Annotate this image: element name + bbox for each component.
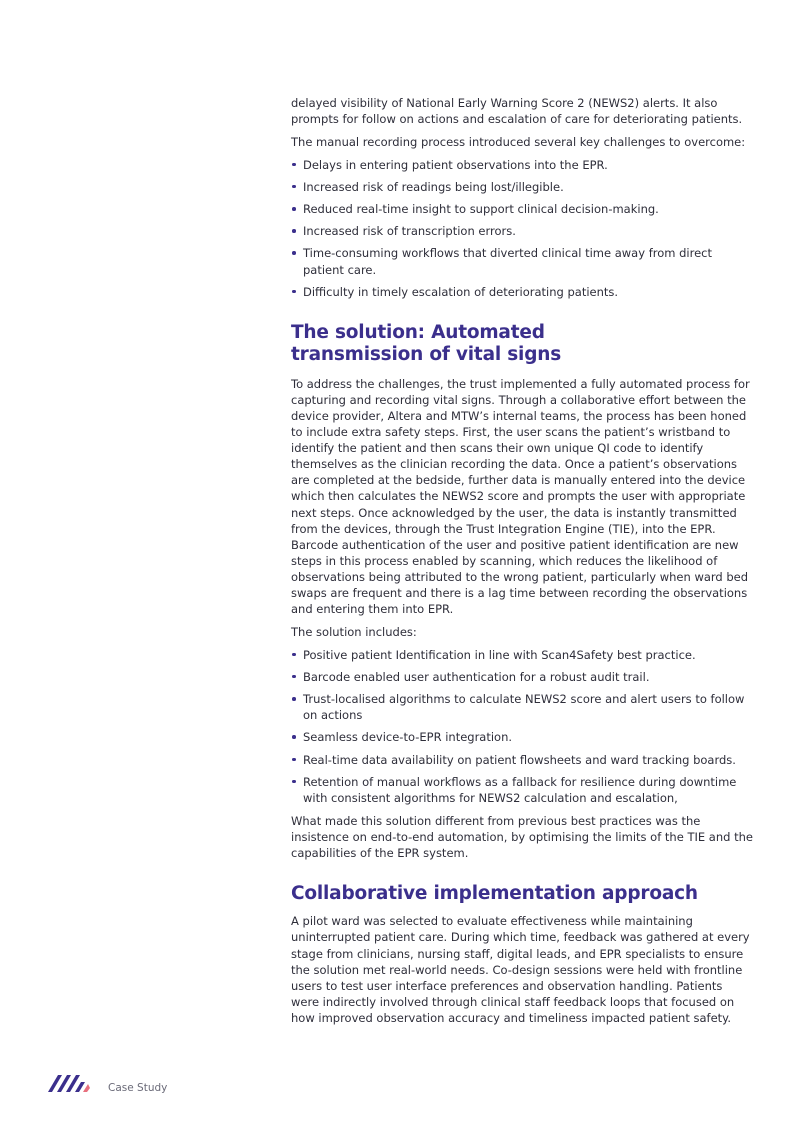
includes-list — [291, 647, 753, 806]
list-item: Time-consuming workflows that diverted clinical time away from direct patient care. — [291, 245, 753, 277]
list-item: Barcode enabled user authentication for a robust audit trail. — [291, 669, 753, 685]
list-item: Reduced real-time insight to support clinical decision-making. — [291, 201, 753, 217]
challenges-list — [291, 157, 753, 300]
collaborative-heading: Collaborative implementation approach — [291, 882, 698, 904]
challenges-lead: The manual recording process introduced several key challenges to overcome: — [291, 134, 746, 149]
list-item: Increased risk of transcription errors. — [291, 223, 753, 239]
solution-heading — [291, 322, 753, 367]
solution-closing: What made this solution different from previous best practices was the insistence on end-to-end automation, by optimising the limits of the TIE and the capabilities of the EPR system. — [291, 813, 753, 860]
list-item: Difficulty in timely escalation of deteriorating patients. — [291, 284, 753, 300]
list-item: Seamless device-to-EPR integration. — [291, 729, 753, 745]
solution-heading-line1: The solution: Automated — [291, 321, 545, 343]
list-item: Retention of manual workflows as a fallback for resilience during downtime with consistent algorithms for NEWS2 calculation and escalation, — [291, 774, 753, 806]
footer-label: Case Study — [108, 1082, 168, 1094]
list-item: Increased risk of readings being lost/illegible. — [291, 179, 753, 195]
intro-paragraph: delayed visibility of National Early Warning Score 2 (NEWS2) alerts. It also prompts for follow on actions and escalation of care for deteriorating patients. — [291, 96, 743, 127]
solution-heading-line2: transmission of vital signs — [291, 344, 562, 366]
list-item: Real-time data availability on patient flowsheets and ward tracking boards. — [291, 752, 753, 768]
collaborative-paragraph: A pilot ward was selected to evaluate effectiveness while maintaining uninterrupted patient care. During which time, feedback was gathered at every stage from clinicians, nursing staff, digital leads, and EPR specialists to ensure the solution met real-world needs. Co-design sessions were held with frontline users to test user interface preferences and observation handling. Patients were indirectly involved through clinical staff feedback loops that focused on how improved observation accuracy and timeliness impacted patient safety. — [291, 914, 750, 1025]
brand-logo-icon — [48, 1071, 92, 1095]
main-content — [291, 95, 753, 1033]
list-item: Trust-localised algorithms to calculate NEWS2 score and alert users to follow on actions — [291, 691, 753, 723]
list-item: Delays in entering patient observations into the EPR. — [291, 157, 753, 173]
list-item: Positive patient Identification in line with Scan4Safety best practice. — [291, 647, 753, 663]
page-footer — [48, 1070, 167, 1096]
includes-lead: The solution includes: — [291, 624, 417, 639]
solution-paragraph: To address the challenges, the trust implemented a fully automated process for capturing and recording vital signs. Through a collaborative effort between the device provider, Altera and MTW’s internal teams, the process has been honed to include extra safety steps. First, the user scans the patient’s wristband to identify the patient and then scans their own unique QI code to identify themselves as the clinician recording the data. Once a patient’s observations are completed at the bedside, further data is manually entered into the device which then calculates the NEWS2 score and prompts the user with appropriate next steps. Once acknowledged by the user, the data is instantly transmitted from the devices, through the Trust Integration Engine (TIE), into the EPR. Barcode authentication of the user and positive patient identification are new steps in this process enabled by scanning, which reduces the likelihood of observations being attributed to the wrong patient, particularly when ward bed swaps are frequent and there is a lag time between recording the observations and entering them into EPR. — [291, 376, 750, 617]
